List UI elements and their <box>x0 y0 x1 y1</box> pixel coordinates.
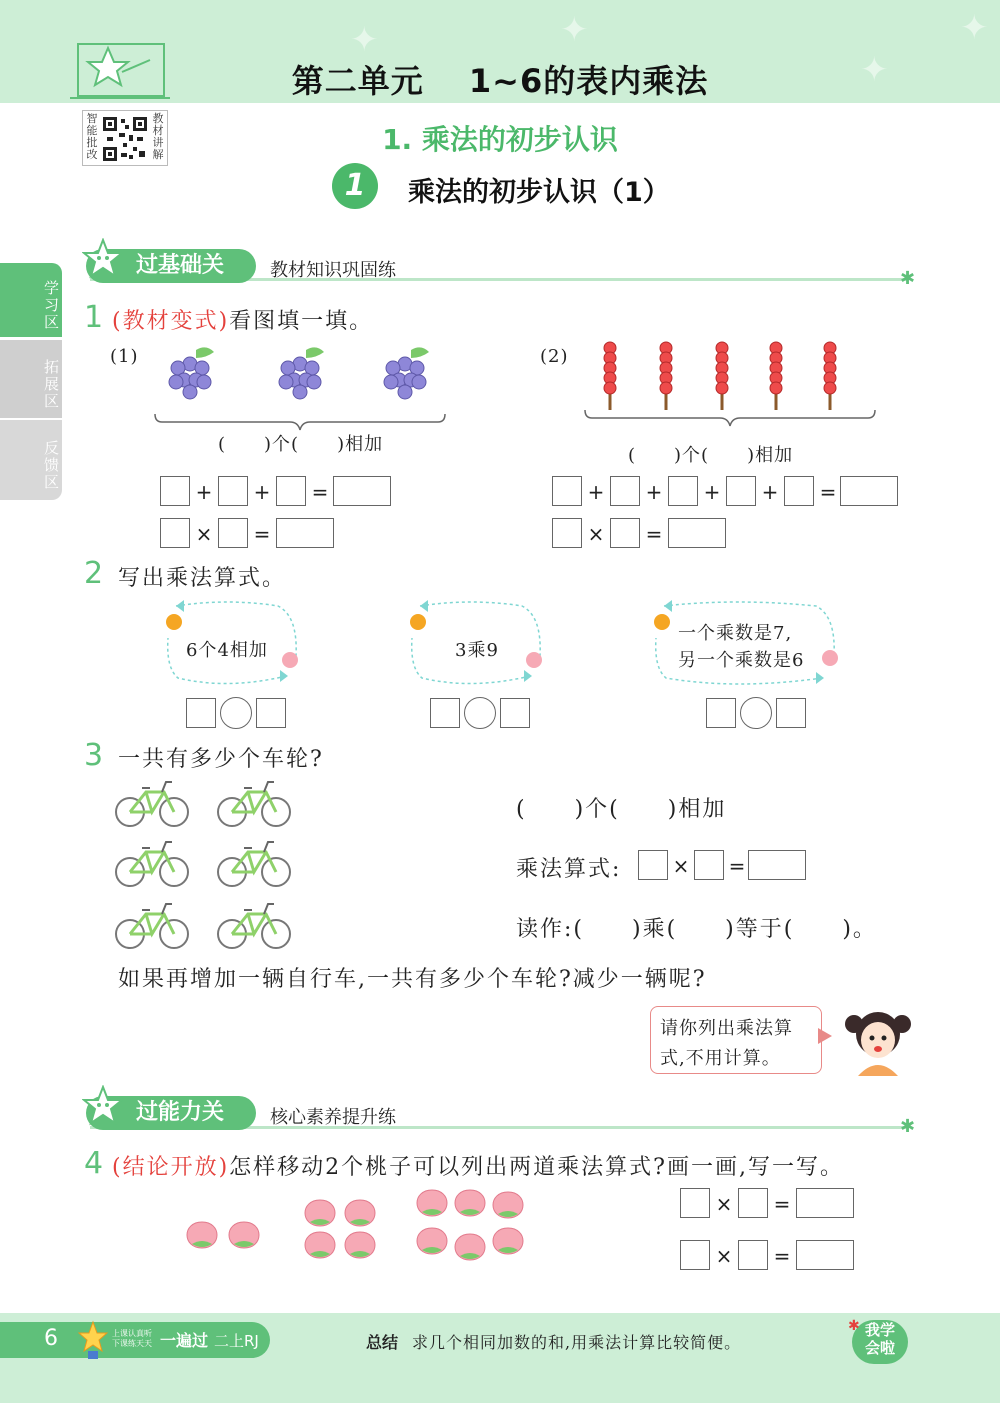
bar-end-star-icon: ✱ <box>900 1116 916 1137</box>
peaches-illustration <box>180 1184 530 1270</box>
q4-tag: (结论开放) <box>112 1155 230 1180</box>
q2-card-2-text: 3乘9 <box>455 640 499 661</box>
answer-box-wide[interactable] <box>333 476 391 506</box>
footer-brand: 一遍过 <box>160 1331 209 1350</box>
candied-haws-illustration <box>580 338 880 438</box>
lesson-title: 乘法的初步认识（1） <box>408 177 670 208</box>
peach-icon <box>229 1222 259 1248</box>
grape-bunch <box>279 347 324 399</box>
grapes-illustration <box>150 342 450 442</box>
equals-sign: = <box>311 480 329 504</box>
answer-box[interactable] <box>776 698 806 728</box>
star-mascot-icon <box>78 1320 108 1360</box>
tab-extend-zone[interactable]: 拓展区 <box>0 340 62 418</box>
learned-badge-text <box>860 1321 900 1357</box>
answer-box[interactable] <box>552 476 582 506</box>
tab-feedback-zone[interactable]: 反馈区 <box>0 420 62 500</box>
answer-box-wide[interactable] <box>668 518 726 548</box>
bar1-subtitle: 教材知识巩固练 <box>270 260 396 281</box>
equals-sign: = <box>773 1192 791 1216</box>
q1-part1-label: (1) <box>110 346 139 367</box>
q3-prompt: 一共有多少个车轮? <box>118 747 324 772</box>
grape-bunch <box>384 347 429 399</box>
q1-text: 看图填一填。 <box>229 309 374 334</box>
peach-icon <box>493 1192 523 1218</box>
times-sign: × <box>587 522 605 546</box>
q4-prompt <box>112 1150 844 1181</box>
learned-badge <box>848 1318 910 1364</box>
q2-card-3-line2: 另一个乘数是6 <box>678 650 805 671</box>
peach-icon <box>493 1228 523 1254</box>
answer-box[interactable] <box>552 518 582 548</box>
plus-sign: + <box>761 480 779 504</box>
bar2-title: 过能力关 <box>86 1096 256 1130</box>
operator-circle[interactable] <box>464 697 496 729</box>
times-sign: × <box>672 854 690 878</box>
plus-sign: + <box>587 480 605 504</box>
lesson-number-badge: 1 <box>332 163 378 209</box>
q1-part2-fill: ( )个( )相加 <box>628 445 794 466</box>
answer-box[interactable] <box>160 476 190 506</box>
answer-box[interactable] <box>668 476 698 506</box>
answer-box[interactable] <box>610 476 640 506</box>
bicycle-icon <box>218 904 290 948</box>
candied-haw-stick <box>770 342 782 410</box>
q2-prompt: 写出乘法算式。 <box>118 566 287 591</box>
unit-title: 第二单元 1~6的表内乘法 <box>291 62 709 100</box>
bicycle-icon <box>116 842 188 886</box>
bicycle-icon <box>218 842 290 886</box>
tip-line-1: 请你列出乘法算 <box>660 1018 793 1039</box>
plus-sign: + <box>195 480 213 504</box>
bicycle-icon <box>116 782 188 826</box>
peach-icon <box>345 1200 375 1226</box>
operator-circle[interactable] <box>220 697 252 729</box>
footer-grade: 二上RJ <box>214 1332 259 1350</box>
answer-box[interactable] <box>738 1188 768 1218</box>
answer-box[interactable] <box>726 476 756 506</box>
answer-box[interactable] <box>680 1240 710 1270</box>
q3-fill: ( )个( )相加 <box>516 797 727 822</box>
answer-box[interactable] <box>218 518 248 548</box>
equals-sign: = <box>819 480 837 504</box>
q1-part1-fill: ( )个( )相加 <box>218 434 384 455</box>
q1-number: 1 <box>84 300 104 335</box>
peach-icon <box>417 1228 447 1254</box>
peach-icon <box>455 1190 485 1216</box>
footer-motto-line2: 下课练天天 <box>112 1339 152 1348</box>
bicycle-icon <box>218 782 290 826</box>
answer-box[interactable] <box>610 518 640 548</box>
bicycles-illustration <box>112 778 302 954</box>
plus-sign: + <box>703 480 721 504</box>
times-sign: × <box>195 522 213 546</box>
q4-text: 怎样移动2个桃子可以列出两道乘法算式?画一画,写一写。 <box>229 1155 844 1180</box>
qr-right-label: 教材讲解 <box>152 112 164 161</box>
grape-bunch <box>169 347 214 399</box>
equals-sign: = <box>645 522 663 546</box>
answer-box[interactable] <box>218 476 248 506</box>
bar2-subtitle: 核心素养提升练 <box>270 1107 396 1128</box>
answer-box-wide[interactable] <box>796 1188 854 1218</box>
answer-box[interactable] <box>430 698 460 728</box>
bicycle-icon <box>116 904 188 948</box>
answer-box[interactable] <box>738 1240 768 1270</box>
times-sign: × <box>715 1192 733 1216</box>
bar1-title: 过基础关 <box>86 249 256 283</box>
peach-icon <box>305 1232 335 1258</box>
equals-sign: = <box>773 1244 791 1268</box>
peach-icon <box>455 1234 485 1260</box>
equals-sign: = <box>728 854 746 878</box>
equals-sign: = <box>253 522 271 546</box>
answer-box[interactable] <box>784 476 814 506</box>
star-mascot-icon <box>82 238 124 280</box>
answer-box[interactable] <box>500 698 530 728</box>
peach-icon <box>345 1232 375 1258</box>
star-mascot-icon <box>82 1085 124 1127</box>
learned-line1: 我学 <box>864 1321 895 1339</box>
tip-bubble-tail <box>818 1028 832 1044</box>
tab-study-zone[interactable]: 学习区 <box>0 263 62 337</box>
candied-haw-stick <box>660 342 672 410</box>
operator-circle[interactable] <box>740 697 772 729</box>
q2-card-1-text: 6个4相加 <box>186 640 268 661</box>
qr-left-label: 智能批改 <box>86 112 98 161</box>
footer-motto-line1: 上课认真听 <box>112 1329 152 1338</box>
times-sign: × <box>715 1244 733 1268</box>
q1-prompt <box>112 304 373 335</box>
summary-text: 求几个相同加数的和,用乘法计算比较简便。 <box>412 1333 742 1352</box>
q1-tag: (教材变式) <box>112 309 230 334</box>
q1-part2-label: (2) <box>540 346 569 367</box>
footer-motto <box>112 1329 152 1349</box>
answer-box[interactable] <box>276 476 306 506</box>
peach-icon <box>417 1190 447 1216</box>
q4-number: 4 <box>84 1146 104 1181</box>
plus-sign: + <box>253 480 271 504</box>
answer-box-wide[interactable] <box>748 850 806 880</box>
answer-box-wide[interactable] <box>796 1240 854 1270</box>
plus-sign: + <box>645 480 663 504</box>
summary-label: 总结 <box>366 1333 399 1352</box>
answer-box-wide[interactable] <box>840 476 898 506</box>
section-title: 1. 乘法的初步认识 <box>382 123 618 156</box>
answer-box[interactable] <box>160 518 190 548</box>
answer-box[interactable] <box>256 698 286 728</box>
q3-read-label: 读作:( )乘( )等于( )。 <box>516 917 877 942</box>
girl-mascot-icon <box>840 1000 916 1076</box>
candied-haw-stick <box>716 342 728 410</box>
tip-line-2: 式,不用计算。 <box>660 1048 781 1069</box>
answer-box[interactable] <box>706 698 736 728</box>
answer-box[interactable] <box>694 850 724 880</box>
answer-box[interactable] <box>186 698 216 728</box>
answer-box-wide[interactable] <box>276 518 334 548</box>
candied-haw-stick <box>604 342 616 410</box>
q2-number: 2 <box>84 556 104 591</box>
header-band: ✦ ✦ ✦ ✦ <box>0 0 1000 103</box>
q3-followup: 如果再增加一辆自行车,一共有多少个车轮?减少一辆呢? <box>118 967 707 992</box>
q3-formula-label: 乘法算式: <box>516 857 622 882</box>
learned-star-icon: ✱ <box>848 1318 860 1334</box>
candied-haw-stick <box>824 342 836 410</box>
learned-line2: 会啦 <box>864 1339 895 1357</box>
answer-box[interactable] <box>638 850 668 880</box>
answer-box[interactable] <box>680 1188 710 1218</box>
bar-end-star-icon: ✱ <box>900 268 916 289</box>
peach-icon <box>305 1200 335 1226</box>
page-number: 6 <box>44 1326 58 1351</box>
q3-number: 3 <box>84 738 104 773</box>
q2-card-3-line1: 一个乘数是7, <box>678 623 793 644</box>
peach-icon <box>187 1222 217 1248</box>
